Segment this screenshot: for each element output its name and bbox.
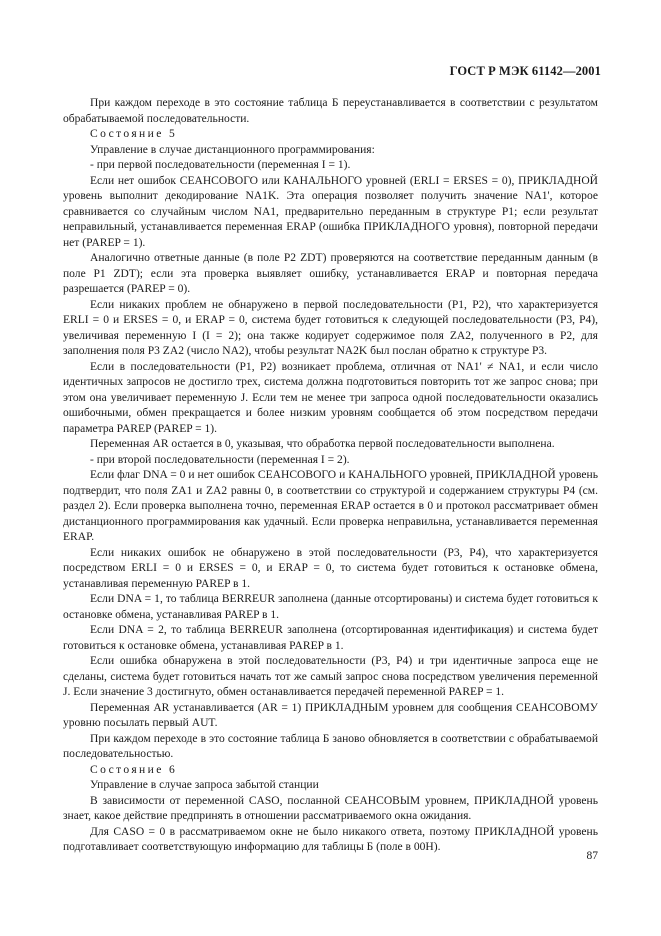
paragraph: Если DNA = 1, то таблица BERREUR заполнена (данные отсортированы) и система будет готовиться к остановке обмена, устанавливая PAREP в 1.: [63, 593, 598, 621]
paragraph: - при второй последовательности (переменная I = 2).: [90, 453, 350, 466]
paragraph: В зависимости от переменной CASO, посланной СЕАНСОВЫМ уровнем, ПРИКЛАДНОЙ уровень знает, какое действие предпринять в отношении рассматриваемого окна ожидания.: [63, 794, 598, 822]
paragraph: Переменная AR устанавливается (AR = 1) ПРИКЛАДНЫМ уровнем для сообщения СЕАНСОВОМУ уровню посылать первый AUT.: [63, 701, 598, 729]
paragraph: Управление в случае дистанционного программирования:: [90, 143, 375, 156]
paragraph: - при первой последовательности (переменная I = 1).: [90, 159, 351, 171]
paragraph: Если флаг DNA = 0 и нет ошибок СЕАНСОВОГО и КАНАЛЬНОГО уровней, ПРИКЛАДНОЙ уровень подтвердит, что поля ZA1 и ZA2 равны 0, в соответствии со структурой и содержанием структуры P4 (см. раздел 2). Если проверка выполнена точно, переменная ERAP остается в 0 и протокол рассматривает обмен дистанционного программирования как удачный. Если проверка неправильна, устанавливается переменная ERAP.: [63, 469, 598, 543]
document-body: [63, 96, 598, 856]
paragraph: Если нет ошибок СЕАНСОВОГО или КАНАЛЬНОГО уровней (ERLI = ERSES = 0), ПРИКЛАДНОЙ уровень выполнит декодирование NA1K. Эта операция позволяет получить значение NA1', которое сравнивается со случайным числом NA1, предварительно переданным в структуре P1; если результат неправильный, устанавливается переменная ERAP (ошибка ПРИКЛАДНОГО уровня), повторной передачи нет (PAREP = 1).: [63, 174, 598, 249]
section-heading-state-6: Состояние 6: [90, 763, 178, 776]
paragraph: Если никаких ошибок не обнаружено в этой последовательности (P3, P4), что характеризуется посредством ERLI = 0 и ERSES = 0, и ERAP = 0, то система будет готовиться к остановке обмена, устанавливая переменную PAREP в 1.: [63, 546, 598, 590]
paragraph: Если DNA = 2, то таблица BERREUR заполнена (отсортированная идентификация) и система будет готовиться к остановке обмена, устанавливая PAREP в 1.: [63, 624, 598, 652]
paragraph: Если в последовательности (P1, P2) возникает проблема, отличная от NA1' ≠ NA1, и если число идентичных запросов не достигло трех, система должна подготовиться повторить тот же запрос снова; при этом она увеличивает переменную J. Если тем не менее три запроса одной последовательности оказались ошибочными, обмен прекращается и более низким уровням сообщается об этом посредством передачи параметра PAREP (PAREP = 1).: [63, 360, 598, 435]
paragraph: Управление в случае запроса забытой станции: [90, 779, 319, 791]
paragraph: При каждом переходе в это состояние таблица Б переустанавливается в соответствии с результатом обрабатываемой последовательности.: [63, 97, 598, 125]
paragraph: Аналогично ответные данные (в поле P2 ZDT) проверяются на соответствие переданным данным (в поле P1 ZDT); если эта проверка выявляет ошибку, устанавливается ERAP и повторная передача разрешается (PAREP = 0).: [63, 252, 598, 295]
section-heading-state-5: Состояние 5: [90, 128, 178, 140]
paragraph: Для CASO = 0 в рассматриваемом окне не было никакого ответа, поэтому ПРИКЛАДНОЙ уровень подготавливает соответствующую информацию для таблицы Б (поле в 00H).: [63, 825, 598, 853]
document-header: ГОСТ Р МЭК 61142—2001: [449, 64, 601, 78]
paragraph: Переменная AR остается в 0, указывая, что обработка первой последовательности выполнена.: [90, 438, 555, 450]
paragraph: При каждом переходе в это состояние таблица Б заново обновляется в соответствии с обрабатываемой последовательностью.: [63, 732, 598, 760]
paragraph: Если никаких проблем не обнаружено в первой последовательности (P1, P2), что характеризуется ERLI = 0 и ERSES = 0, и ERAP = 0, система будет готовиться к следующей последовательности (P3, P4), увеличивая переменную I (I = 2); она также кодирует содержимое поля ZA2, полученного в P2, для заполнения поля P3 ZA2 (число NA2), чтобы результат NA2K был послан обратно к структуре P3.: [63, 298, 598, 357]
paragraph: Если ошибка обнаружена в этой последовательности (P3, P4) и три идентичные запроса еще не сделаны, система будет готовиться начать тот же самый запрос снова посредством увеличения переменной J. Если значение 3 достигнуто, обмен останавливается передачей переменной PAREP = 1.: [63, 655, 598, 698]
page-number: 87: [586, 850, 598, 862]
